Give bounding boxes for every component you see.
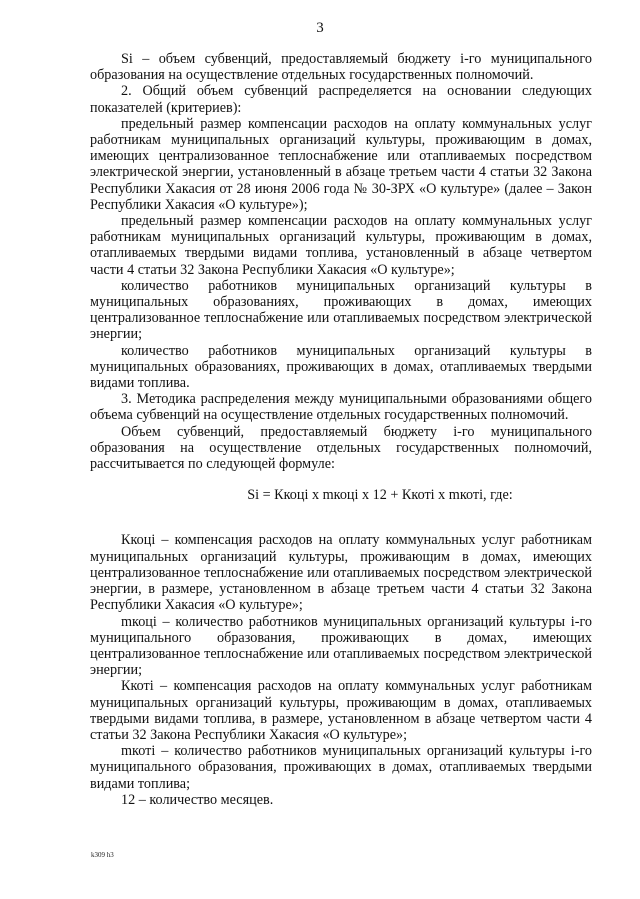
paragraph-criterion-4: количество работников муниципальных организаций культуры в муниципальных образованиях, проживающих в домах, отапливаемых твердыми видами топлива. — [90, 342, 592, 392]
definition-mkoci: mкоці – количество работников муниципальных организаций культуры i-го муниципального образования, проживающих в домах, имеющих централизованное теплоснабжение или отапливаемых посредством электрической энергии; — [90, 613, 592, 679]
document-body — [90, 51, 592, 808]
paragraph-section-2: 2. Общий объем субвенций распределяется на основании следующих показателей (критериев): — [90, 83, 592, 116]
definition-kkoti: Ккоті – компенсация расходов на оплату коммунальных услуг работникам муниципальных организаций культуры, проживающим в домах, отапливаемых твердыми видами топлива, в размере, установленном в абзаце четвертом части 4 статьи 32 Закона Республики Хакасия «О культуре»; — [90, 678, 592, 743]
paragraph-formula-intro: Объем субвенций, предоставляемый бюджету i-го муниципального образования на осуществление отдельных государственных полномочий, рассчитывается по следующей формуле: — [90, 423, 592, 473]
paragraph-si-definition: Si – объем субвенций, предоставляемый бюджету i-го муниципального образования на осуществление отдельных государственных полномочий. — [90, 51, 592, 84]
formula: Si = Ккоці х mкоці х 12 + Ккоті х mкоті, где: — [247, 487, 513, 504]
paragraph-criterion-1: предельный размер компенсации расходов на оплату коммунальных услуг работникам муниципальных организаций культуры, проживающим в домах, имеющих централизованное теплоснабжение или отапливаемых посредством электрической энергии, установленный в абзаце третьем части 4 статьи 32 Закона Республики Хакасия от 28 июня 2006 года № 30-ЗРХ «О культуре» (далее – Закон Республики Хакасия «О культуре»); — [90, 115, 592, 213]
page-number: 3 — [316, 20, 324, 36]
paragraph-section-3: 3. Методика распределения между муниципальными образованиями общего объема субвенций на осуществление отдельных государственных полномочий. — [90, 391, 592, 424]
definition-months: 12 – количество месяцев. — [121, 791, 274, 808]
paragraph-criterion-3: количество работников муниципальных организаций культуры в муниципальных образованиях, проживающих в домах, имеющих централизованное теплоснабжение или отапливаемых посредством электрической энергии; — [90, 277, 592, 343]
definition-mkoti: mкоті – количество работников муниципальных организаций культуры i-го муниципального образования, проживающих в домах, отапливаемых твердыми видами топлива; — [90, 743, 592, 792]
footer-code: k309 h3 — [91, 851, 114, 859]
paragraph-criterion-2: предельный размер компенсации расходов на оплату коммунальных услуг работникам муниципальных организаций культуры, проживающим в домах, отапливаемых твердыми видами топлива, установленный в абзаце четвертом части 4 статьи 32 Закона Республики Хакасия «О культуре»; — [90, 213, 592, 278]
definition-kkoci: Ккоці – компенсация расходов на оплату коммунальных услуг работникам муниципальных организаций культуры, проживающим в домах, имеющих централизованное теплоснабжение или отапливаемых посредством электрической энергии, в размере, установленном в абзаце третьем части 4 статьи 32 Закона Республики Хакасия «О культуре»; — [90, 532, 592, 614]
